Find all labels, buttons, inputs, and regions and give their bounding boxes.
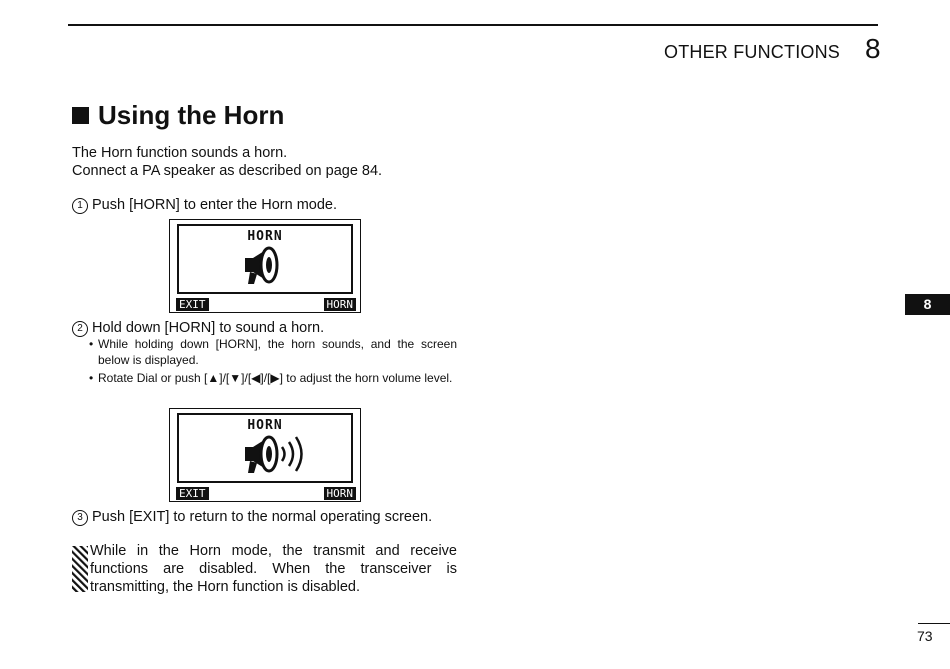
lcd-display xyxy=(177,413,353,483)
bullet-text: While holding down [HORN], the horn sounds, and the screen below is displayed. xyxy=(98,337,457,367)
step-text: Hold down [HORN] to sound a horn. xyxy=(92,320,325,336)
bullet-marker: • xyxy=(89,337,94,351)
footer-rule xyxy=(918,623,950,624)
step-1 xyxy=(72,196,337,214)
megaphone-icon xyxy=(241,244,291,288)
square-bullet-icon xyxy=(72,107,89,124)
lcd-title: HORN xyxy=(247,229,283,244)
bullet-item xyxy=(90,370,457,386)
bullet-item xyxy=(90,336,457,368)
lcd-display xyxy=(177,224,353,294)
step-number: 3 xyxy=(72,510,88,526)
section-heading xyxy=(72,100,284,131)
intro-line: Connect a PA speaker as described on page 84. xyxy=(72,163,383,179)
step-number: 1 xyxy=(72,198,88,214)
lcd-screen-horn-sounding xyxy=(169,408,361,502)
note-icon xyxy=(72,546,88,592)
lcd-title: HORN xyxy=(247,418,283,433)
step-2 xyxy=(72,319,324,337)
chapter-number: 8 xyxy=(865,33,881,64)
exit-softkey: EXIT xyxy=(176,298,209,311)
intro-line: The Horn function sounds a horn. xyxy=(72,145,288,161)
page-number: 73 xyxy=(917,628,933,644)
step-text: Push [HORN] to enter the Horn mode. xyxy=(92,197,337,213)
chapter-title: OTHER FUNCTIONS xyxy=(664,42,840,62)
note-text: While in the Horn mode, the transmit and receive functions are disabled. When the transceiver is transmitting, the Horn function is disabled. xyxy=(90,543,457,595)
step-text: Push [EXIT] to return to the normal operating screen. xyxy=(92,509,433,525)
lcd-screen-horn xyxy=(169,219,361,313)
exit-softkey: EXIT xyxy=(176,487,209,500)
step-3 xyxy=(72,508,432,526)
horn-softkey: HORN xyxy=(324,298,357,311)
chapter-side-tab: 8 xyxy=(905,294,950,315)
section-title: Using the Horn xyxy=(98,100,285,130)
step-number: 2 xyxy=(72,321,88,337)
bullet-text: Rotate Dial or push [▲]/[▼]/[◀]/[▶] to adjust the horn volume level. xyxy=(98,371,453,385)
bullet-marker: • xyxy=(89,371,94,385)
horn-softkey: HORN xyxy=(324,487,357,500)
megaphone-sounding-icon xyxy=(241,433,331,477)
header-rule xyxy=(68,24,878,26)
